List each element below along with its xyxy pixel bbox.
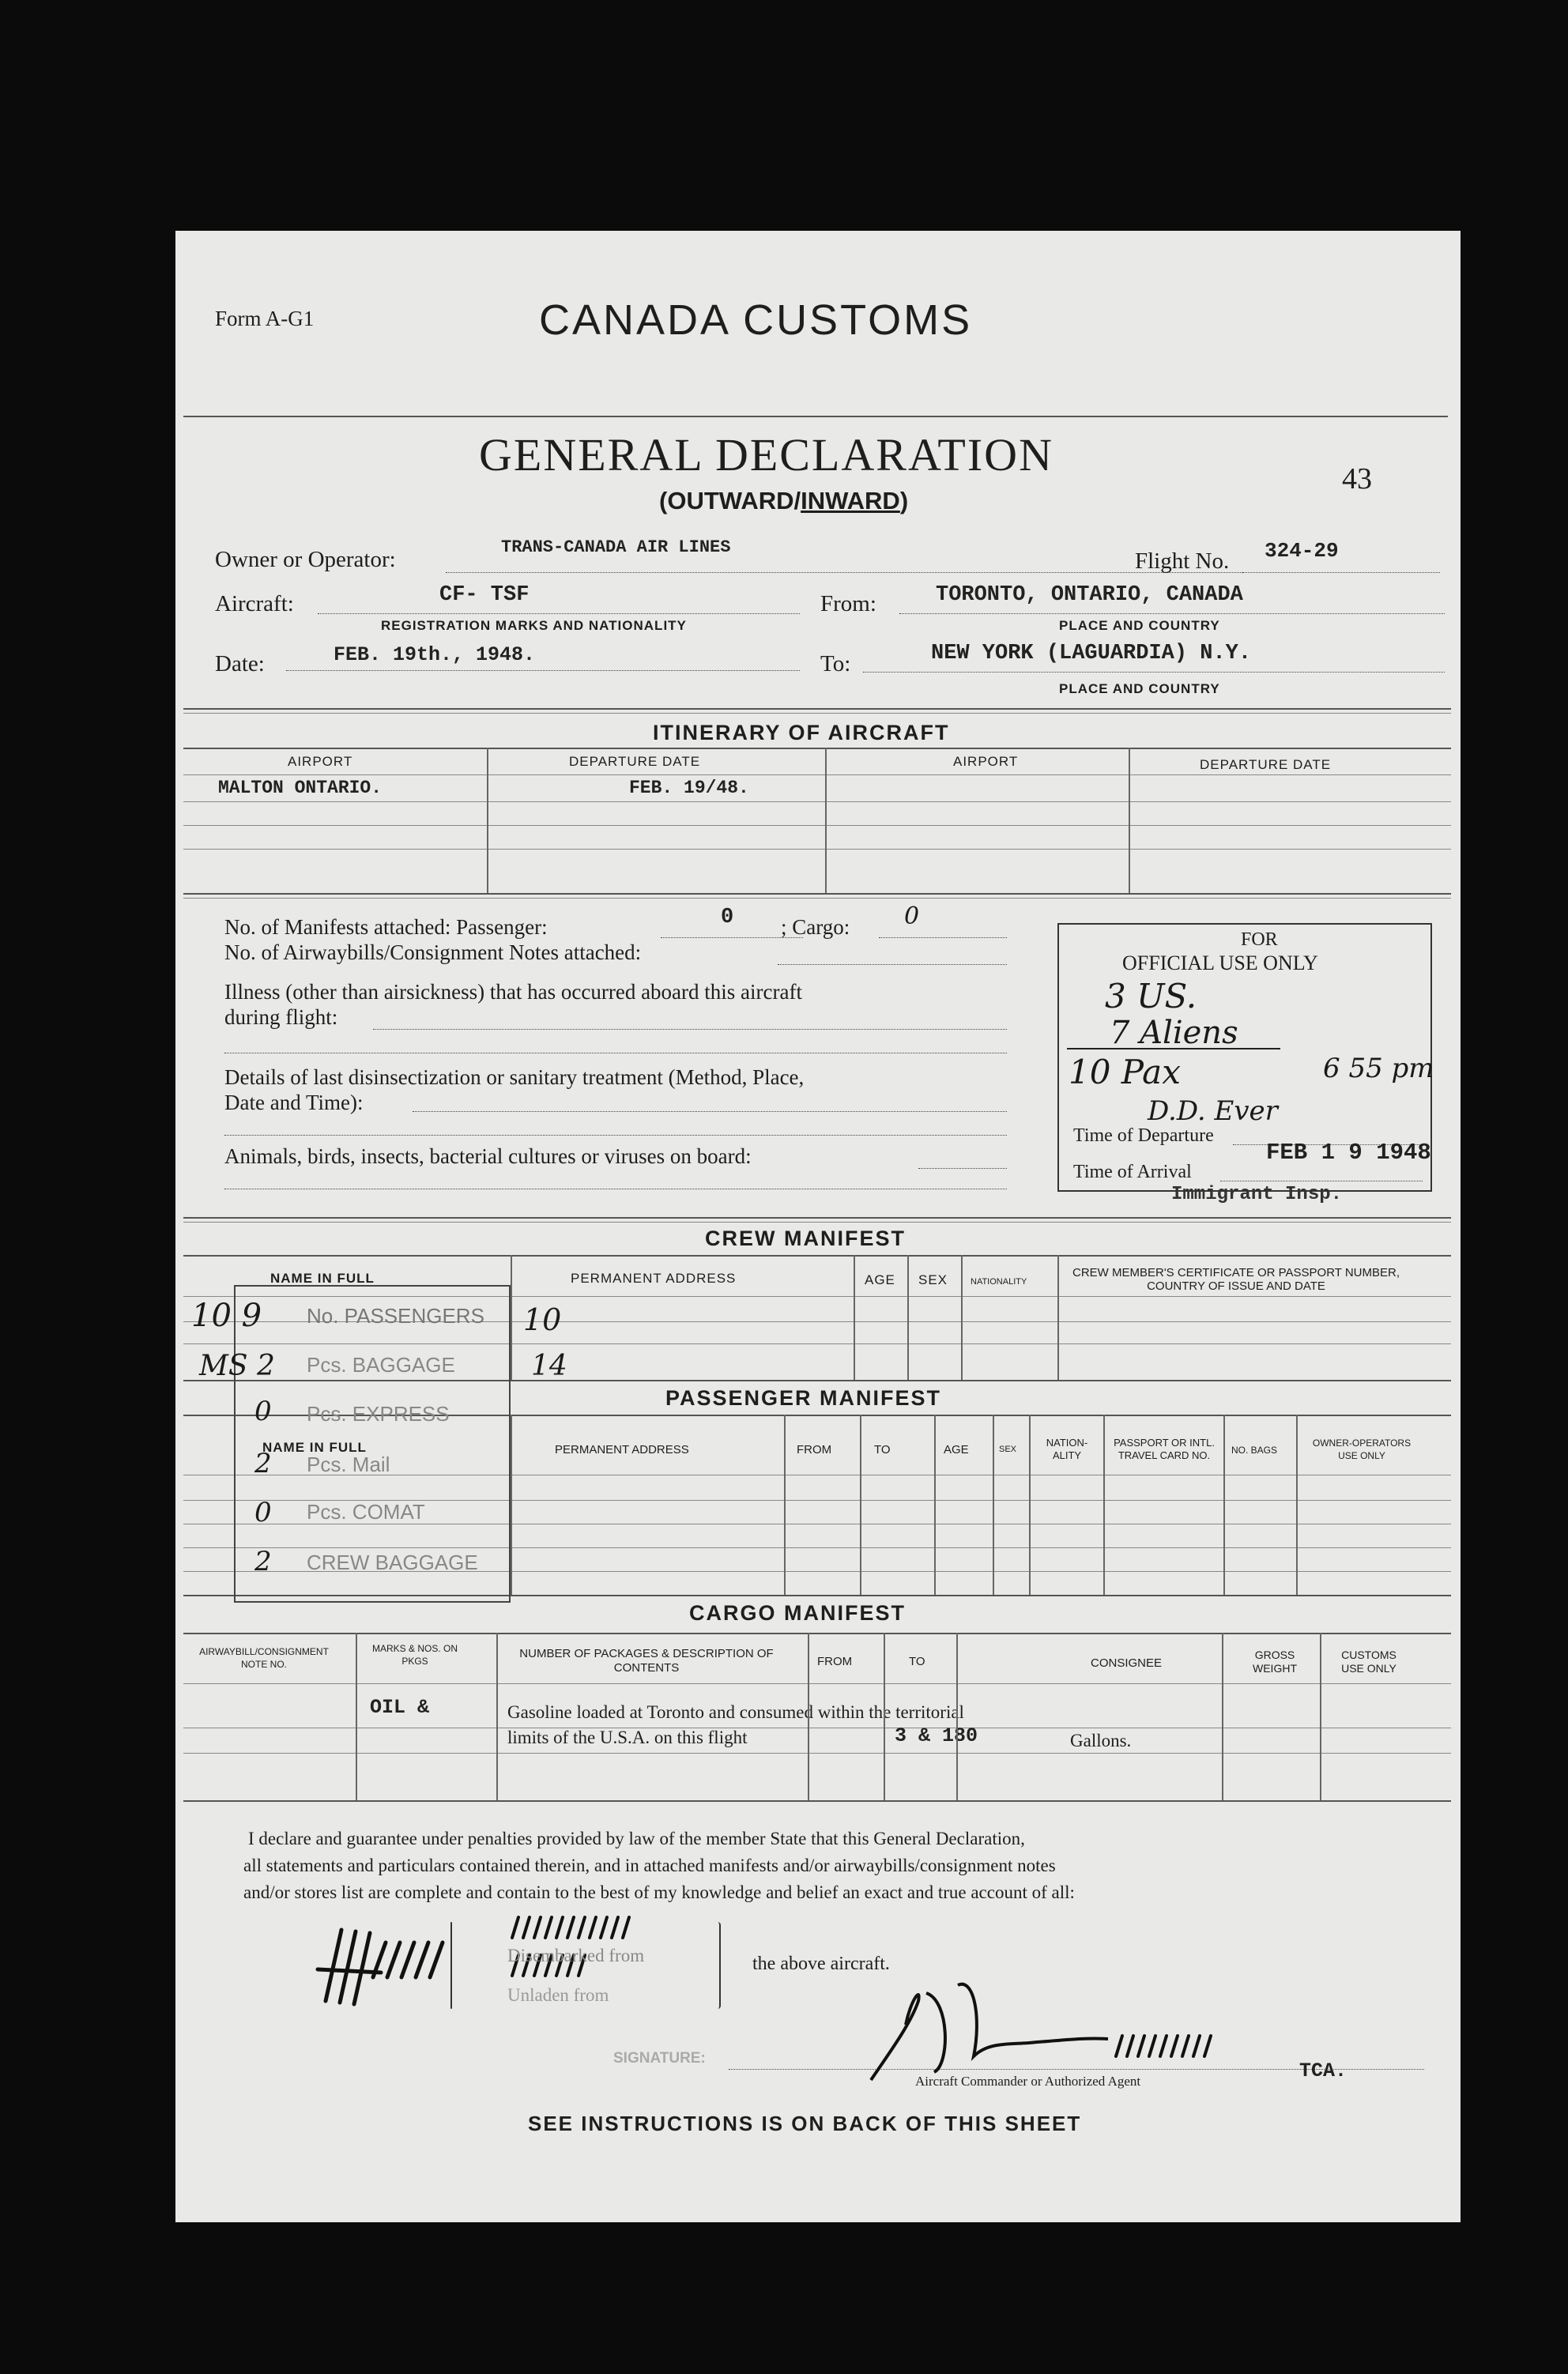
illness-label: Illness (other than airsickness) that has occurred aboard this aircraft xyxy=(224,980,802,1004)
pax-col-line xyxy=(1103,1415,1105,1595)
inward-label: INWARD xyxy=(801,487,900,514)
itin-airport-1: MALTON ONTARIO. xyxy=(218,778,383,798)
to-line xyxy=(863,672,1445,673)
itin-col-line xyxy=(825,748,827,893)
cargo-col-consignee: CONSIGNEE xyxy=(1091,1656,1163,1670)
crew-col-sex: SEX xyxy=(918,1272,948,1287)
tally-extra-1: 10 xyxy=(523,1302,562,1337)
commander-signature xyxy=(855,1969,1234,2088)
from-value: TORONTO, ONTARIO, CANADA xyxy=(936,583,1243,607)
disinsect-line xyxy=(224,1135,1007,1136)
cargo-col-waybill: AIRWAYBILL/CONSIGNMENT NOTE NO. xyxy=(199,1646,329,1670)
cargo-col-from: FROM xyxy=(817,1655,853,1668)
arrival-label: Time of Arrival xyxy=(1073,1162,1192,1182)
pax-col-line xyxy=(860,1415,861,1595)
itin-col-airport-2: AIRPORT xyxy=(953,754,1019,769)
cargo-col-line xyxy=(884,1633,885,1800)
to-caption: PLACE AND COUNTRY xyxy=(1059,681,1220,696)
owner-value: TRANS-CANADA AIR LINES xyxy=(501,537,731,557)
unladen-label: Unladen from xyxy=(507,1985,609,2005)
itin-row-line xyxy=(183,774,1451,775)
from-line xyxy=(899,613,1445,614)
crew-col-certificate: CREW MEMBER'S CERTIFICATE OR PASSPORT NUMBER, COUNTRY OF ISSUE AND DATE xyxy=(1072,1266,1400,1293)
declaration-line-3: and/or stores list are complete and contain to the best of my knowledge and belief an exact and true account of all: xyxy=(243,1882,1075,1902)
pax-col-line xyxy=(934,1415,936,1595)
cargo-row-line xyxy=(183,1683,1451,1684)
tally-count-4: 2 xyxy=(254,1448,272,1479)
crew-col-age: AGE xyxy=(865,1272,895,1287)
itin-col-line xyxy=(487,748,488,893)
divider xyxy=(183,1255,1451,1257)
tally-label-1: No. PASSENGERS xyxy=(307,1304,484,1328)
cargo-col-line xyxy=(808,1633,809,1800)
to-value: NEW YORK (LAGUARDIA) N.Y. xyxy=(931,642,1252,665)
tca-label: TCA. xyxy=(1299,2059,1348,2082)
itin-col-date-2: DEPARTURE DATE xyxy=(1200,757,1332,772)
bracket-left xyxy=(450,1922,452,2009)
divider xyxy=(183,1800,1451,1802)
divider xyxy=(183,416,1448,417)
cargo-col-line xyxy=(356,1633,357,1800)
crew-col-line xyxy=(511,1255,512,1380)
cargo-count: 0 xyxy=(904,902,920,930)
official-note-3: 10 Pax xyxy=(1069,1053,1181,1091)
official-signature: D.D. Ever xyxy=(1148,1095,1278,1127)
tally-count-5: 0 xyxy=(254,1497,272,1528)
airwaybills-line xyxy=(778,964,1007,965)
crew-col-name: NAME IN FULL xyxy=(270,1271,375,1286)
tally-label-2: Pcs. BAGGAGE xyxy=(307,1353,455,1377)
official-time: 6 55 pm xyxy=(1323,1053,1434,1084)
from-label: From: xyxy=(820,591,876,616)
pax-col-owner: OWNER-OPERATORS USE ONLY xyxy=(1312,1438,1412,1461)
divider xyxy=(183,1217,1451,1219)
crew-col-nationality: NATIONALITY xyxy=(971,1277,1027,1287)
cargo-col-to: TO xyxy=(909,1655,925,1668)
crew-col-line xyxy=(854,1255,855,1380)
itin-row-line xyxy=(183,849,1451,850)
departure-label: Time of Departure xyxy=(1073,1125,1214,1146)
itin-row-line xyxy=(183,825,1451,826)
cargo-col-customs: CUSTOMS USE ONLY xyxy=(1341,1649,1396,1675)
cargo-col-description: NUMBER OF PACKAGES & DESCRIPTION OF CONTENTS xyxy=(519,1647,774,1675)
disinsect-label-2: Date and Time): xyxy=(224,1091,364,1114)
official-underline xyxy=(1067,1048,1280,1049)
divider xyxy=(183,898,1451,899)
itin-date-1: FEB. 19/48. xyxy=(629,778,749,798)
cargo-col-line xyxy=(956,1633,958,1800)
itin-col-line xyxy=(1129,748,1130,893)
itin-col-date-1: DEPARTURE DATE xyxy=(569,754,701,769)
pax-col-from: FROM xyxy=(797,1443,832,1456)
disembarked-label: Disembarked from xyxy=(507,1946,645,1965)
official-note-1: 3 US. xyxy=(1105,977,1197,1016)
declaration-form xyxy=(175,231,1461,2222)
date-line xyxy=(286,670,800,671)
pax-col-sex: SEX xyxy=(999,1445,1017,1454)
cargo-marks: OIL & xyxy=(370,1696,430,1719)
declaration-line-2: all statements and particulars contained therein, and in attached manifests and/or airwaybills/consignment notes xyxy=(243,1856,1056,1875)
pax-col-bags: NO. BAGS xyxy=(1231,1445,1278,1456)
date-value: FEB. 19th., 1948. xyxy=(334,643,536,666)
instructions-note: SEE INSTRUCTIONS IS ON BACK OF THIS SHEET xyxy=(528,2112,1082,2135)
owner-label: Owner or Operator: xyxy=(215,547,396,572)
page-number: 43 xyxy=(1342,462,1372,496)
illness-line xyxy=(373,1029,1007,1030)
manifests-label: No. of Manifests attached: Passenger: xyxy=(224,915,548,939)
pax-col-line xyxy=(511,1415,512,1595)
pax-col-name: NAME IN FULL xyxy=(262,1440,367,1455)
tally-extra-2: 14 xyxy=(531,1350,567,1382)
disinsect-label: Details of last disinsectization or sanitary treatment (Method, Place, xyxy=(224,1065,805,1089)
airwaybills-label: No. of Airwaybills/Consignment Notes attached: xyxy=(224,940,642,964)
tally-count-2: MS 2 xyxy=(199,1350,275,1382)
flight-line xyxy=(1242,572,1440,573)
tally-count-6: 2 xyxy=(254,1546,272,1577)
itin-row-line xyxy=(183,801,1451,802)
cargo-line xyxy=(879,937,1007,938)
illness-label-2: during flight: xyxy=(224,1005,338,1029)
commander-caption: Aircraft Commander or Authorized Agent xyxy=(915,2074,1141,2089)
tally-count-1: 10 9 xyxy=(191,1298,262,1334)
official-heading-1: FOR xyxy=(1241,929,1278,950)
to-label: To: xyxy=(820,651,851,676)
stamp-text: Immigrant Insp. xyxy=(1171,1184,1343,1205)
divider xyxy=(183,1633,1451,1634)
outward-label: OUTWARD xyxy=(667,487,794,514)
date-label: Date: xyxy=(215,651,265,676)
crew-title: CREW MANIFEST xyxy=(705,1227,906,1250)
tally-label-6: CREW BAGGAGE xyxy=(307,1551,478,1574)
tally-label-4: Pcs. Mail xyxy=(307,1453,390,1476)
cargo-label: ; Cargo: xyxy=(781,915,850,939)
crew-col-line xyxy=(907,1255,909,1380)
from-caption: PLACE AND COUNTRY xyxy=(1059,618,1220,633)
form-id: Form A-G1 xyxy=(215,307,315,330)
pax-col-line xyxy=(1029,1415,1031,1595)
divider xyxy=(183,1222,1451,1223)
bracket-right xyxy=(714,1922,721,2009)
tally-count-3: 0 xyxy=(254,1396,272,1427)
aircraft-label: Aircraft: xyxy=(215,591,294,616)
cargo-desc-1: Gasoline loaded at Toronto and consumed within the territorial xyxy=(507,1702,964,1722)
cargo-col-line xyxy=(1320,1633,1321,1800)
agency-title: CANADA CUSTOMS xyxy=(539,296,973,344)
declaration-line-1: I declare and guarantee under penalties provided by law of the member State that this General Declaration, xyxy=(248,1829,1025,1848)
cargo-desc-2: limits of the U.S.A. on this flight xyxy=(507,1728,748,1747)
cargo-row-line xyxy=(183,1753,1451,1754)
tally-label-3: Pcs. EXPRESS xyxy=(307,1402,450,1426)
cargo-col-marks: MARKS & NOS. ON PKGS xyxy=(371,1643,458,1667)
passenger-title: PASSENGER MANIFEST xyxy=(665,1386,942,1410)
disinsect-line xyxy=(413,1111,1007,1112)
official-heading-2: OFFICIAL USE ONLY xyxy=(1122,951,1318,974)
tally-label-5: Pcs. COMAT xyxy=(307,1500,425,1524)
crew-col-address: PERMANENT ADDRESS xyxy=(571,1271,737,1286)
official-note-2: 7 Aliens xyxy=(1110,1015,1238,1051)
crew-col-line xyxy=(1057,1255,1059,1380)
divider xyxy=(183,708,1451,710)
cargo-col-line xyxy=(496,1633,498,1800)
crew-col-line xyxy=(961,1255,963,1380)
pax-col-passport: PASSPORT OR INTL. TRAVEL CARD NO. xyxy=(1114,1437,1215,1461)
pax-col-address: PERMANENT ADDRESS xyxy=(555,1443,689,1456)
cargo-col-weight: GROSS WEIGHT xyxy=(1253,1649,1297,1675)
aircraft-value: CF- TSF xyxy=(439,583,530,607)
divider xyxy=(183,748,1451,749)
pax-col-line xyxy=(1223,1415,1225,1595)
pax-col-nationality: NATION-ALITY xyxy=(1046,1437,1088,1461)
stamp-date: FEB 1 9 1948 xyxy=(1266,1140,1431,1166)
direction-subtitle: (OUTWARD/INWARD) xyxy=(659,487,909,514)
signature-label: SIGNATURE: xyxy=(613,2050,706,2067)
flight-value: 324-29 xyxy=(1265,539,1339,563)
animals-label: Animals, birds, insects, bacterial cultures or viruses on board: xyxy=(224,1144,752,1168)
passenger-count: 0 xyxy=(721,906,734,929)
pax-col-to: TO xyxy=(874,1443,891,1456)
divider xyxy=(183,893,1451,895)
page-title: GENERAL DECLARATION xyxy=(479,429,1054,480)
cargo-col-line xyxy=(1222,1633,1223,1800)
pax-col-line xyxy=(993,1415,994,1595)
itinerary-title: ITINERARY OF AIRCRAFT xyxy=(653,721,950,744)
aircraft-caption: REGISTRATION MARKS AND NATIONALITY xyxy=(381,618,687,633)
pax-col-line xyxy=(784,1415,786,1595)
aircraft-line xyxy=(318,613,800,614)
cargo-title: CARGO MANIFEST xyxy=(689,1601,906,1625)
divider xyxy=(183,713,1451,714)
strike-out-mark xyxy=(310,1914,484,2025)
pax-col-age: AGE xyxy=(944,1443,969,1456)
cargo-amount: 3 & 180 xyxy=(895,1724,978,1747)
flight-label: Flight No. xyxy=(1135,548,1230,574)
cargo-unit: Gallons. xyxy=(1070,1731,1132,1750)
above-aircraft-label: the above aircraft. xyxy=(752,1954,890,1974)
animals-line xyxy=(918,1168,1007,1169)
pax-col-line xyxy=(1296,1415,1298,1595)
itin-col-airport-1: AIRPORT xyxy=(288,754,353,769)
